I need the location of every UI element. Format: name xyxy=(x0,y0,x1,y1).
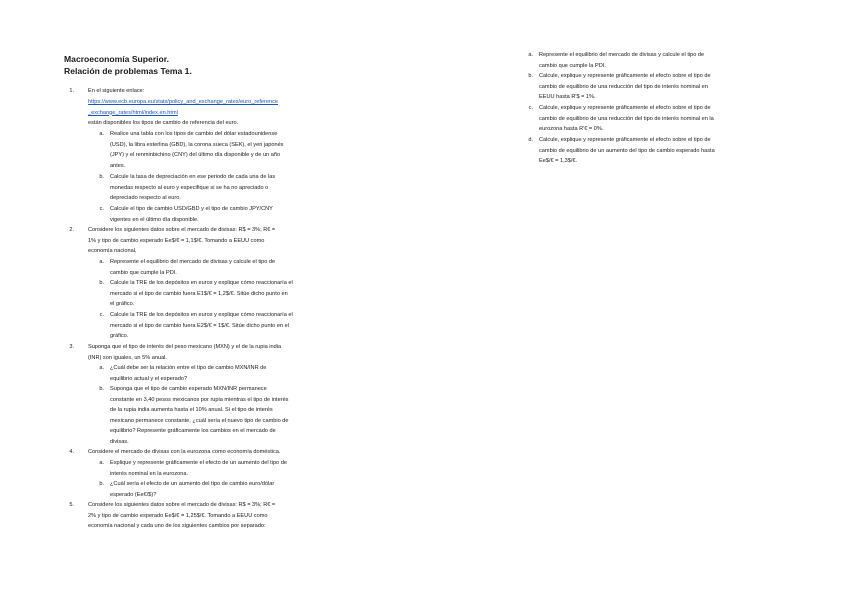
item-text-line: cambio que cumple la PDI. xyxy=(110,269,177,276)
item-number: a. xyxy=(99,131,104,137)
item-text-line: Calcule el tipo de cambio USD/GBD y el tipo de cambio JPY/CNY xyxy=(110,206,273,212)
item-text-line: Considere los siguientes datos sobre el mercado de divisas: R$ = 3%; R€ = xyxy=(88,502,276,508)
item-text-line: 2% y tipo de cambio esperado Ee$/€ = 1,25$/€. Tomando a EEUU como xyxy=(88,512,268,519)
item-number: b. xyxy=(528,73,533,79)
item-text-line: constante en 3,40 pesos mexicanos por rupia mientras el tipo de interés xyxy=(110,396,289,403)
item-number: a. xyxy=(99,259,104,265)
item-text-line: ¿Cuál sería el efecto de un aumento del tipo de cambio euro/dólar xyxy=(110,481,275,487)
item-text-line: equilibrio? Represente gráficamente los cambios en el mercado de xyxy=(110,428,276,435)
item-text-line: (INR) son iguales, un 5% anual. xyxy=(88,354,167,361)
item-text-line: monedas respecto al euro y especifique si se ha no apreciado o xyxy=(110,184,269,191)
item-number: b. xyxy=(99,280,104,286)
item-text-line: equilibrio actual y el esperado? xyxy=(110,375,188,382)
item-text-line: divisas. xyxy=(110,439,129,445)
item-number: a. xyxy=(99,460,104,466)
item-text-line: depreciado respecto al euro. xyxy=(110,195,181,202)
item-number: a. xyxy=(99,365,104,371)
item-text-line: Realice una tabla con los tipos de cambio del dólar estadounidense xyxy=(110,131,278,137)
item-text-line: ¿Cuál debe ser la relación entre el tipo de cambio MXN/INR de xyxy=(110,365,267,371)
item-text-line: interés nominal en la eurozona. xyxy=(110,470,189,477)
item-text-line: el gráfico. xyxy=(110,301,135,308)
title-line-1: Macroeconomía Superior. xyxy=(64,54,170,64)
item-number: b. xyxy=(99,481,104,487)
item-text-line: cambio de equilibrio de una reducción del tipo de interés nominal en xyxy=(539,83,708,90)
item-text-line: Ee$/€ = 1,3$/€. xyxy=(539,158,578,165)
item-number: a. xyxy=(528,52,533,58)
item-text-line: cambio de equilibrio de un aumento del tipo de cambio esperado hasta xyxy=(539,147,715,154)
item-number: c. xyxy=(528,105,533,111)
item-text-line: (JPY) y el renminbichino (CNY) del último día disponible y de un año xyxy=(110,152,281,159)
item-text-line: Suponga que el tipo de cambio esperado MXN/INR permanece xyxy=(110,386,267,392)
item-number: b. xyxy=(99,174,104,180)
item-number: b. xyxy=(99,386,104,392)
item-number: 5. xyxy=(69,502,74,508)
item-text-line: mercado si el tipo de cambio fuera E2$/€ = 1$/€. Sitúe dicho punto en el xyxy=(110,322,289,329)
item-text-line: eurozona hasta R'€ = 0%. xyxy=(539,126,604,133)
item-text-line: están disponibles los tipos de cambio de referencia del euro. xyxy=(88,120,239,126)
item-text-line: mexicano permanece constante, ¿cuál sería el nuevo tipo de cambio de xyxy=(110,417,289,424)
item-text-line: Calcule la TRE de los depósitos en euros y explique cómo reaccionaría el xyxy=(110,312,293,318)
item-text-line: Calcule la tasa de depreciación en ese periodo de cada una de las xyxy=(110,174,276,180)
item-text-line: economía nacional, xyxy=(88,248,137,255)
item-text-line: cambio de equilibrio de una reducción del tipo de interés nominal en la xyxy=(539,115,714,122)
item-text-line: Calcule la TRE de los depósitos en euros y explique cómo reaccionaría el xyxy=(110,280,293,286)
item-text-line: Considere los siguientes datos sobre el mercado de divisas: R$ = 3%; R€ = xyxy=(88,227,276,233)
item-text-line: Considere el mercado de divisas con la eurozona como economía doméstica. xyxy=(88,449,281,455)
item-text-line: 1% y tipo de cambio esperado Ee$/€ = 1,1$/€. Tomando a EEUU como xyxy=(88,237,265,244)
item-text-line: esperado (Ee€/$)? xyxy=(110,491,157,498)
item-text-line: Represente el equilibrio del mercado de divisas y calcule el tipo de xyxy=(539,52,705,58)
title-line-2: Relación de problemas Tema 1. xyxy=(64,66,192,76)
document-title xyxy=(64,53,192,77)
item-text-line: Calcule, explique y represente gráficamente el efecto sobre el tipo de xyxy=(539,73,711,79)
item-text-line: (USD), la libra esterlina (GBD), la corona sueca (SEK), el yen japonés xyxy=(110,141,284,148)
item-number: c. xyxy=(99,312,104,318)
item-text-line: vigentes en el último día disponible. xyxy=(110,216,199,223)
item-number: 3. xyxy=(69,344,74,350)
item-number: c. xyxy=(99,206,104,212)
item-text-line: economía nacional y cada uno de los siguientes cambios por separado: xyxy=(88,523,266,530)
item-number: 2. xyxy=(69,227,74,233)
item-text-line: Explique y represente gráficamente el efecto de un aumento del tipo de xyxy=(110,460,287,466)
ecb-link-line[interactable]: https://www.ecb.europa.eu/stats/policy_and_exchange_rates/euro_reference xyxy=(88,99,278,105)
item-number: 4. xyxy=(69,449,74,455)
item-number: 1. xyxy=(69,88,74,94)
item-number: d. xyxy=(528,137,533,143)
item-text-line: cambio que cumple la PDI. xyxy=(539,62,606,69)
item-text-line: de la rupia india aumenta hasta el 10% anual. Si el tipo de interés xyxy=(110,407,273,414)
item-text-line: antes. xyxy=(110,162,126,169)
item-text-line: En el siguiente enlace: xyxy=(88,88,145,94)
ecb-link-line[interactable]: _exchange_rates/html/index.en.html xyxy=(88,109,178,116)
item-text-line: Represente el equilibrio del mercado de divisas y calcule el tipo de xyxy=(110,259,276,265)
item-text-line: gráfico. xyxy=(110,333,129,340)
item-text-line: Suponga que el tipo de interés del peso mexicano (MXN) y el de la rupia india xyxy=(88,344,282,350)
item-text-line: Calcule, explique y represente gráficamente el efecto sobre el tipo de xyxy=(539,137,711,143)
item-text-line: Calcule, explique y represente gráficamente el efecto sobre el tipo de xyxy=(539,105,711,111)
item-text-line: EEUU hasta R'$ = 1%. xyxy=(539,94,596,101)
item-text-line: mercado si el tipo de cambio fuera E1$/€ = 1,2$/€. Sitúe dicho punto en xyxy=(110,290,288,297)
